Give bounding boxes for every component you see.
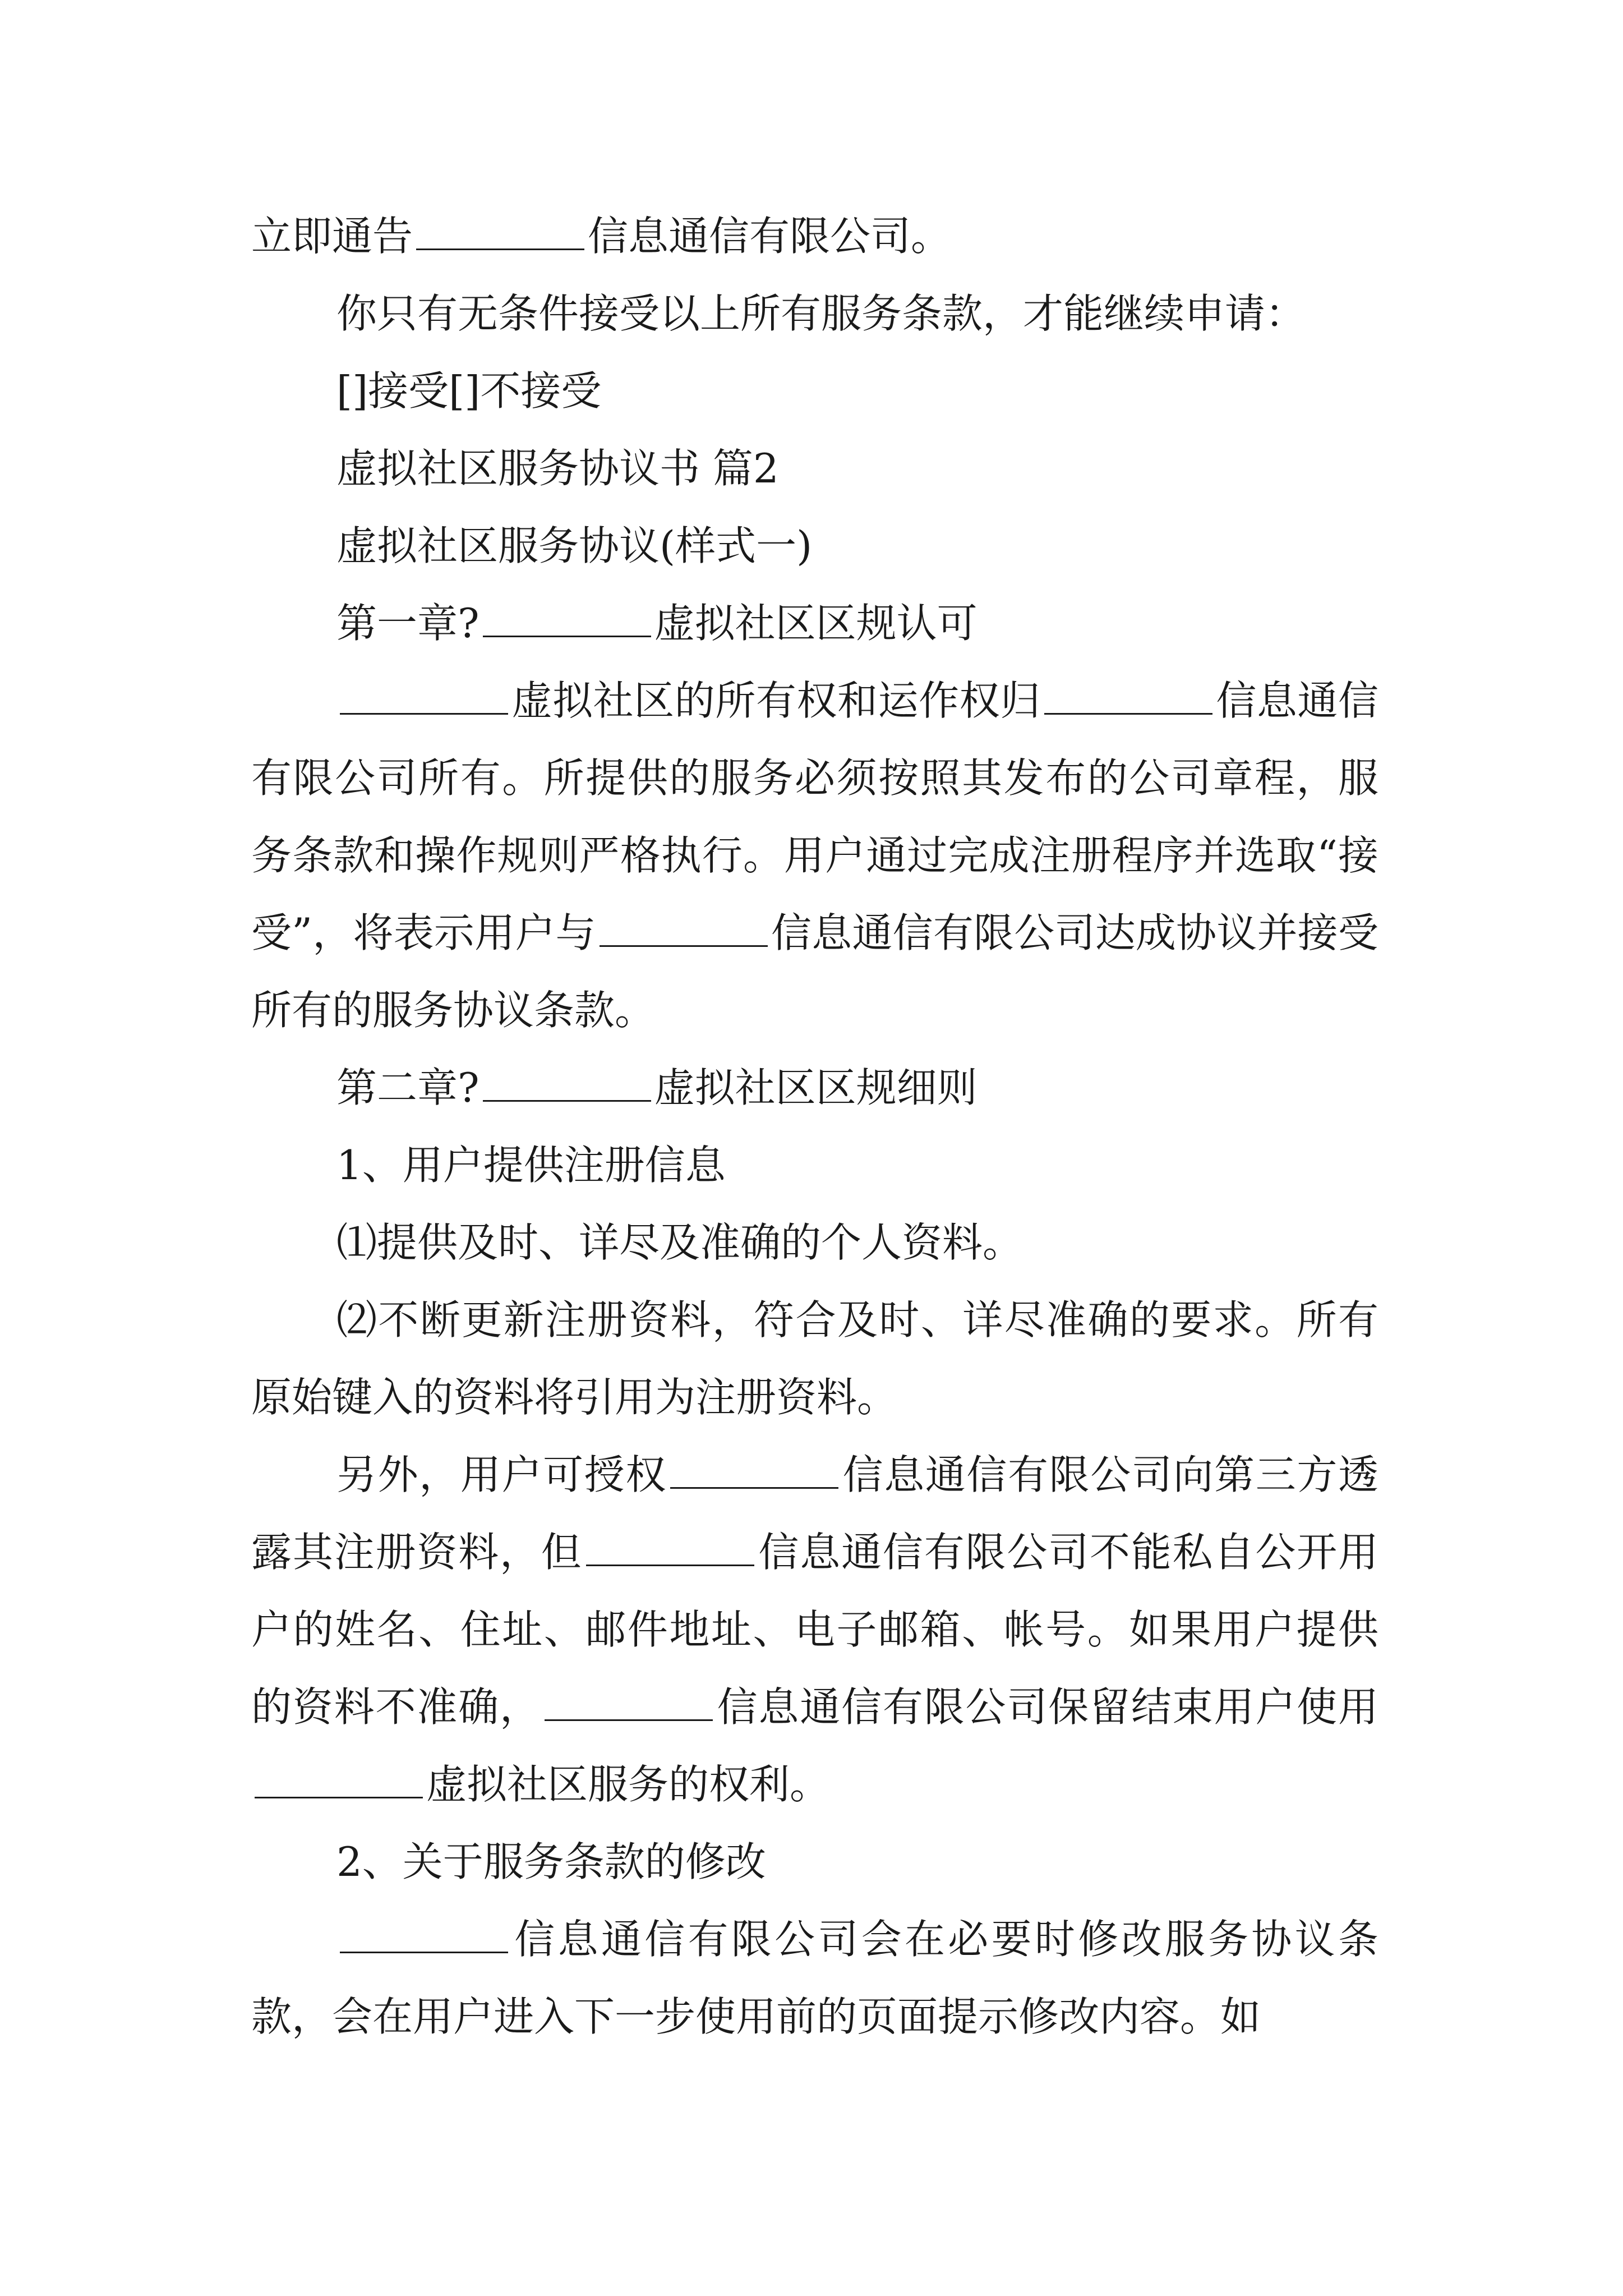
paragraph-text: 虚拟社区的所有权和运作权归: [511, 677, 1041, 724]
paragraph-text: 第一章?: [336, 600, 479, 647]
paragraph-text: 第二章?: [336, 1064, 479, 1111]
paragraph: [251, 1823, 1378, 1901]
paragraph-text: 虚拟社区服务协议书 篇2: [336, 445, 779, 492]
paragraph: [251, 275, 1378, 352]
paragraph-text: 2、关于服务条款的修改: [336, 1838, 766, 1885]
paragraph-text: 信息通信有限公司达成协议并接受所有的服务协议条款。: [251, 909, 1378, 1034]
fill-in-blank: [255, 1759, 423, 1798]
paragraph-text: 信息通信有限公司保留结束用户使用: [716, 1683, 1378, 1731]
fill-in-blank: [483, 597, 651, 637]
paragraph-text: 信息通信有限公司不能私自公开用户的姓名、住址、邮件地址、电子邮箱、帐号。如果用户提供的资料不准确，: [251, 1529, 1378, 1731]
paragraph: [251, 430, 1378, 507]
paragraph: [251, 662, 1378, 1049]
paragraph: [251, 352, 1378, 430]
fill-in-blank: [586, 1526, 754, 1566]
paragraph-text: 信息通信有限公司。: [588, 213, 952, 260]
paragraph-text: 你只有无条件接受以上所有服务条款，才能继续申请：: [336, 290, 1306, 337]
paragraph-text: 信息通信有限公司所有。所提供的服务必须按照其发布的公司章程，服务条款和操作规则严格执行。用户通过完成注册程序并选取“接受”，将表示用户与: [251, 677, 1378, 956]
paragraph-text: 1、用户提供注册信息: [336, 1142, 726, 1189]
paragraph-text: 虚拟社区区规细则: [654, 1064, 978, 1111]
fill-in-blank: [340, 675, 508, 715]
paragraph: [251, 1049, 1378, 1126]
fill-in-blank: [670, 1449, 838, 1489]
paragraph-text: 信息通信有限公司向第三方透露其注册资料，但: [251, 1451, 1378, 1576]
paragraph-text: 虚拟社区服务协议(样式一): [336, 522, 813, 569]
fill-in-blank: [1044, 675, 1212, 715]
fill-in-blank: [416, 210, 584, 250]
fill-in-blank: [483, 1062, 651, 1102]
paragraph: [251, 1281, 1378, 1436]
paragraph: [251, 1126, 1378, 1204]
paragraph-text: 虚拟社区区规认可: [654, 600, 978, 647]
paragraph: [251, 507, 1378, 585]
paragraph-text: []接受[]不接受: [336, 367, 602, 415]
paragraph: [251, 197, 1378, 275]
paragraph-text: 信息通信有限公司会在必要时修改服务协议条款，会在用户进入下一步使用前的页面提示修改内容。如: [251, 1916, 1378, 2040]
fill-in-blank: [340, 1913, 508, 1953]
document-body: [251, 197, 1378, 2055]
paragraph-text: 立即通告: [251, 213, 413, 260]
paragraph-text: 另外，用户可授权: [336, 1451, 667, 1498]
paragraph-text: ⑴提供及时、详尽及准确的个人资料。: [336, 1219, 1023, 1266]
fill-in-blank: [600, 907, 768, 947]
paragraph: [251, 1436, 1378, 1823]
fill-in-blank: [545, 1681, 713, 1721]
paragraph: [251, 585, 1378, 662]
paragraph-text: 虚拟社区服务的权利。: [426, 1761, 831, 1808]
paragraph: [251, 1901, 1378, 2055]
paragraph: [251, 1204, 1378, 1281]
paragraph-text: ⑵不断更新注册资料，符合及时、详尽准确的要求。所有原始键入的资料将引用为注册资料。: [251, 1296, 1378, 1421]
